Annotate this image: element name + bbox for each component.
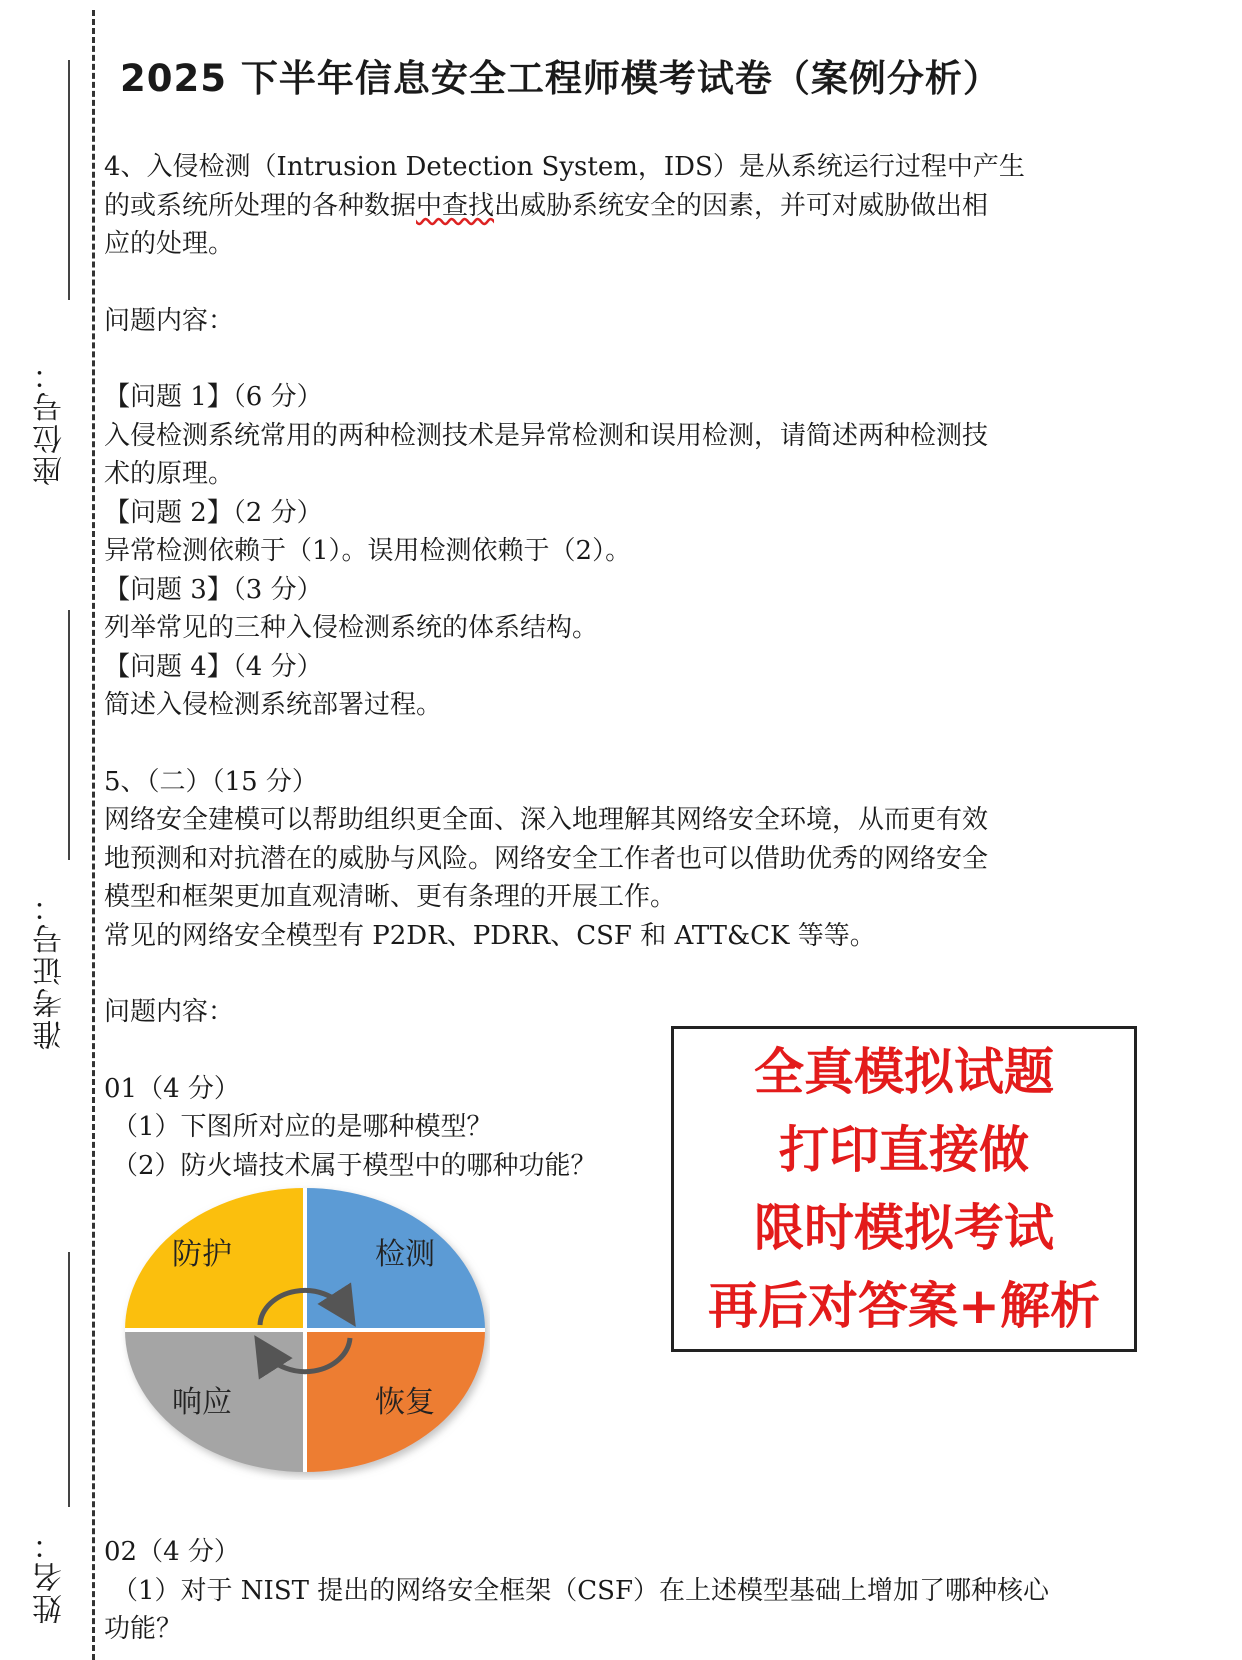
exam-id-write-line (68, 610, 70, 860)
binding-dashed-line (92, 10, 95, 1660)
q5-sub-02-question: （1）对于 NIST 提出的网络安全框架（CSF）在上述模型基础上增加了哪种核心 (112, 1575, 1049, 1606)
q5-sub-02-heading: 02（4 分） (104, 1537, 240, 1567)
pdrr-model-diagram (120, 1180, 490, 1480)
protect-label: 防护 (172, 1237, 232, 1272)
q5-body-line: 地预测和对抗潜在的威胁与风险。网络安全工作者也可以借助优秀的网络安全 (104, 843, 989, 874)
pdrr-diagram-svg (120, 1180, 490, 1480)
q4-problem-2-heading: 【问题 2】（2 分） (104, 497, 323, 528)
page-title: 2025 下半年信息安全工程师模考试卷（案例分析） (120, 57, 1001, 100)
q5-body-line: 常见的网络安全模型有 P2DR、PDRR、CSF 和 ATT&CK 等等。 (104, 920, 876, 951)
q4-problem-1-text: 术的原理。 (104, 459, 235, 489)
name-label: 姓名： (33, 1528, 68, 1624)
recover-label: 恢复 (375, 1385, 435, 1420)
q4-problem-3-text: 列举常见的三种入侵检测系统的体系结构。 (104, 613, 599, 643)
seat-label: 座位号： (33, 358, 68, 486)
q5-questions-label: 问题内容： (104, 997, 235, 1027)
detect-label: 检测 (375, 1237, 435, 1272)
q5-body-line: 网络安全建模可以帮助组织更全面、深入地理解其网络安全环境，从而更有效 (104, 805, 989, 835)
q4-problem-3-heading: 【问题 3】（3 分） (104, 574, 323, 605)
promo-box (671, 1026, 1137, 1352)
q5-sub-01-question: （1）下图所对应的是哪种模型？ (112, 1112, 493, 1142)
respond-label: 响应 (172, 1385, 232, 1420)
name-write-line (68, 1252, 70, 1507)
q4-problem-4-heading: 【问题 4】（4 分） (104, 651, 323, 682)
q5-sub-02-question: 功能？ (104, 1614, 183, 1644)
q4-problem-2-text: 异常检测依赖于（1）。误用检测依赖于（2）。 (104, 536, 632, 566)
q4-problem-1-heading: 【问题 1】（6 分） (104, 382, 323, 412)
spellcheck-underlined-text: 中查找 (416, 190, 495, 221)
q5-heading: 5、（二）（15 分） (104, 766, 318, 797)
q4-intro-text: 的或系统所处理的各种数据 (104, 190, 417, 221)
promo-line: 打印直接做 (779, 1121, 1029, 1179)
q5-sub-01-heading: 01（4 分） (104, 1073, 240, 1104)
q4-intro-line: 应的处理。 (104, 229, 235, 259)
q4-problem-1-text: 入侵检测系统常用的两种检测技术是异常检测和误用检测，请简述两种检测技 (104, 420, 989, 451)
seat-write-line (68, 60, 70, 300)
promo-line: 全真模拟试题 (754, 1043, 1054, 1101)
exam-id-label: 准考证号： (33, 890, 68, 1050)
exam-content-bottom (104, 1533, 1134, 1649)
q4-intro-text: 出威胁系统安全的因素，并可对威胁做出相 (494, 190, 989, 221)
promo-line: 限时模拟考试 (754, 1199, 1054, 1257)
q5-body-line: 模型和框架更加直观清晰、更有条理的开展工作。 (104, 882, 677, 912)
promo-line: 再后对答案+解析 (708, 1277, 1100, 1335)
q4-questions-label: 问题内容： (104, 305, 235, 336)
q4-problem-4-text: 简述入侵检测系统部署过程。 (104, 690, 443, 720)
q5-sub-01-question: （2）防火墙技术属于模型中的哪种功能？ (112, 1150, 597, 1181)
q4-intro-line: 4、入侵检测（Intrusion Detection System，IDS）是从系统运行过程中产生 (104, 152, 1025, 182)
q4-intro-line (104, 187, 1134, 226)
